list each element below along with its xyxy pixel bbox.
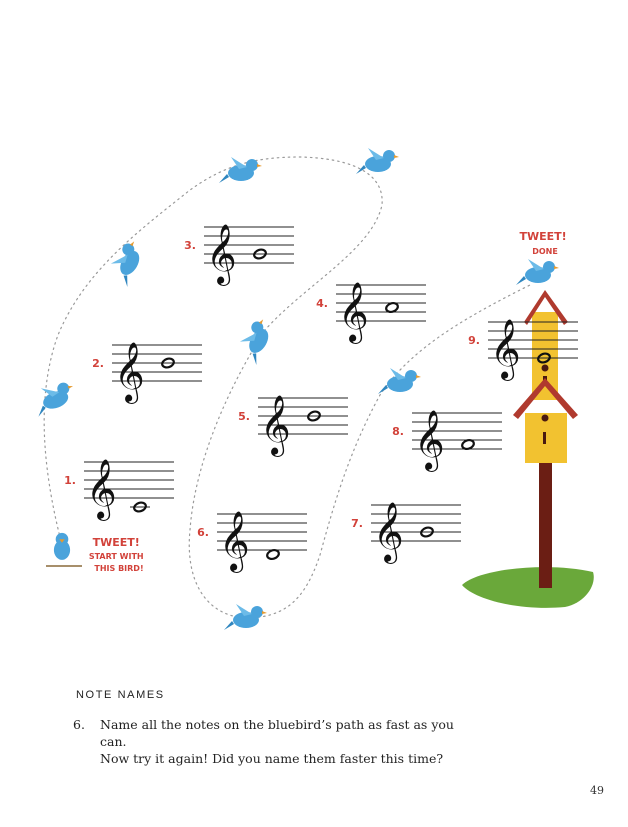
- staff-9: [468, 319, 578, 381]
- staff-number-label: 8.: [392, 425, 404, 438]
- staff-number-label: 2.: [92, 357, 104, 370]
- section-title: NOTE NAMES: [76, 689, 165, 701]
- tweet-start-label: TWEET! START WITH THIS BIRD!: [88, 536, 144, 573]
- staff-number-label: 3.: [184, 239, 196, 252]
- bluebird-icon: [105, 237, 149, 287]
- bluebird-icon: [30, 378, 79, 417]
- treble-clef-icon: 𝄞: [490, 319, 521, 379]
- staff-8: [392, 410, 502, 472]
- staff-3: [184, 224, 294, 286]
- staff-2: [92, 342, 202, 404]
- bluebird-icon: [234, 315, 278, 365]
- staff-number-label: 5.: [238, 410, 250, 423]
- treble-clef-icon: 𝄞: [206, 224, 237, 284]
- exercise-number: 6.: [73, 717, 85, 732]
- staff-1: [64, 459, 174, 521]
- staff-number-label: 4.: [316, 297, 328, 310]
- staff-4: [316, 282, 426, 344]
- page-number: 49: [590, 784, 604, 797]
- treble-clef-icon: 𝄞: [373, 502, 404, 562]
- treble-clef-icon: 𝄞: [338, 282, 369, 342]
- tweet-done-label: TWEET! DONE: [519, 230, 567, 256]
- treble-clef-icon: 𝄞: [219, 511, 250, 571]
- staves: [64, 224, 578, 573]
- exercise-text: [100, 716, 480, 767]
- exercise-line-2: Now try it again! Did you name them faster this time?: [100, 751, 444, 766]
- treble-clef-icon: 𝄞: [86, 459, 117, 519]
- staff-number-label: 9.: [468, 334, 480, 347]
- treble-clef-icon: 𝄞: [260, 395, 291, 455]
- staff-number-label: 6.: [197, 526, 209, 539]
- treble-clef-icon: 𝄞: [114, 342, 145, 402]
- staff-number-label: 1.: [64, 474, 76, 487]
- exercise-line-1: Name all the notes on the bluebird’s path as fast as you can.: [100, 717, 454, 749]
- staff-7: [351, 502, 461, 564]
- staff-number-label: 7.: [351, 517, 363, 530]
- bluebird-icon: [54, 533, 70, 560]
- staff-6: [197, 511, 307, 573]
- staff-5: [238, 395, 348, 457]
- bluebird-icon: [516, 259, 559, 285]
- bluebird-icon: [378, 368, 421, 394]
- treble-clef-icon: 𝄞: [414, 410, 445, 470]
- bluebird-icon: [356, 148, 399, 174]
